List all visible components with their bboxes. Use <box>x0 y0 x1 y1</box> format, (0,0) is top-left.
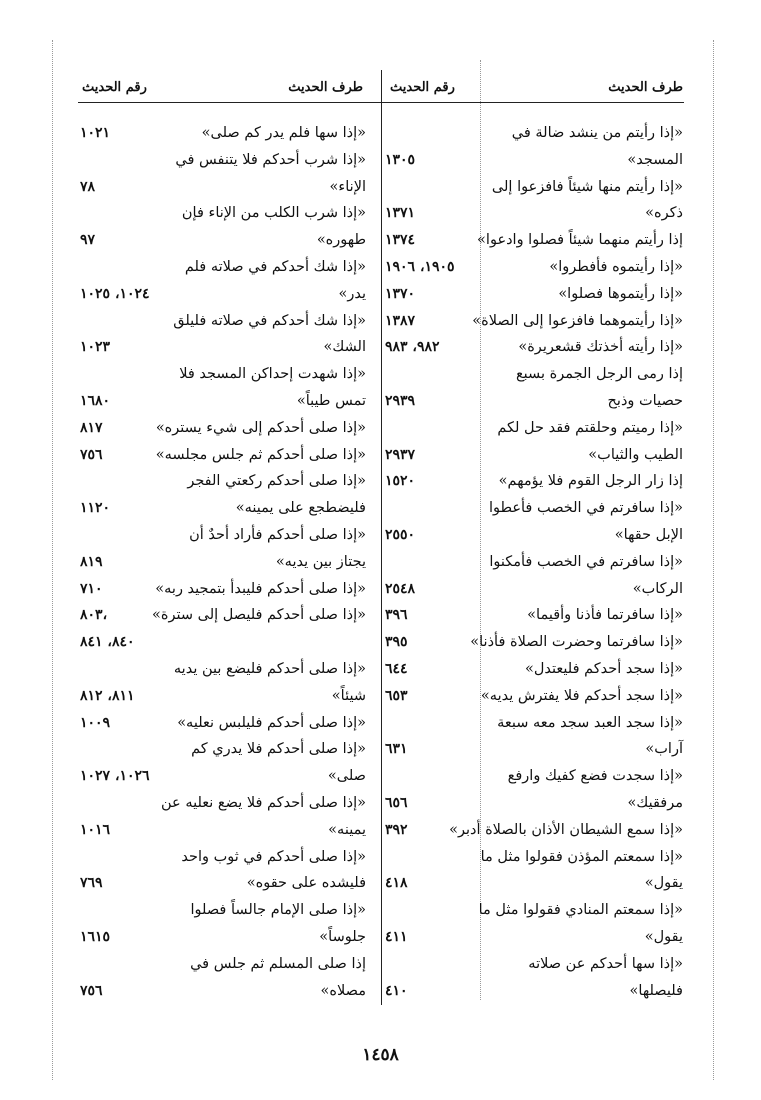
hadith-number: ٨٠٣، <box>80 607 108 624</box>
index-entry-row <box>80 413 366 443</box>
index-entry-row <box>385 681 683 711</box>
index-entry-row <box>80 172 366 202</box>
hadith-incipit: «إذا صلى أحدكم فليضع بين يديه <box>173 661 366 677</box>
index-entry-row <box>385 413 683 443</box>
hadith-incipit: «إذا شرب الكلب من الإناء فإن <box>181 205 366 222</box>
hadith-incipit: يقول» <box>644 875 683 892</box>
index-entry-row <box>80 654 366 684</box>
hadith-incipit: حصيات وذبح <box>607 393 683 409</box>
index-entry-row <box>385 386 683 416</box>
hadith-incipit: «إذا سافرتما فأذنا وأقيما» <box>527 607 683 624</box>
hadith-incipit: «إذا صلى أحدكم فليلبس نعليه» <box>177 714 366 731</box>
index-entry-row <box>385 252 683 282</box>
hadith-incipit: «إذا شهدت إحداكن المسجد فلا <box>179 366 366 383</box>
index-entry-row <box>385 118 683 148</box>
index-entry-row <box>385 520 683 550</box>
hadith-incipit: تمس طيباً» <box>296 393 366 409</box>
header-right-text: طرف الحديث <box>608 80 683 95</box>
hadith-incipit: يجتاز بين يديه» <box>275 553 366 570</box>
hadith-incipit: «إذا سافرتم في الخصب فأعطوا <box>488 500 683 517</box>
hadith-number: ٦٥٦ <box>385 795 408 811</box>
index-entry-row <box>385 949 683 979</box>
hadith-incipit: إذا رأيتم منهما شيئاً فصلوا وادعوا» <box>477 232 683 249</box>
hadith-incipit: فليصلها» <box>629 982 683 999</box>
hadith-incipit: «إذا رأيتموها فصلوا» <box>558 285 683 302</box>
index-entry-row <box>80 788 366 818</box>
hadith-incipit: «إذا صلى أحدكم إلى شيء يستره» <box>155 419 366 436</box>
index-entry-row <box>385 466 683 496</box>
index-entry-row <box>80 976 366 1006</box>
index-entry-row <box>385 868 683 898</box>
index-entry-row <box>80 332 366 362</box>
hadith-incipit: طهوره» <box>316 232 366 249</box>
hadith-number: ٦٤٤ <box>385 661 408 677</box>
hadith-incipit: الشك» <box>323 339 366 356</box>
index-entry-row <box>80 145 366 175</box>
index-entry-row <box>80 225 366 255</box>
index-entry-row <box>80 815 366 845</box>
index-entry-row <box>80 520 366 550</box>
hadith-number: ١٣٧١ <box>385 205 416 222</box>
hadith-number: ٣٩٦ <box>385 607 408 624</box>
hadith-number: ٦٣١ <box>385 741 408 758</box>
index-entry-row <box>385 654 683 684</box>
hadith-incipit: «إذا رأيتموه فأفطروا» <box>549 259 683 275</box>
hadith-number: ٢٥٤٨ <box>385 580 416 597</box>
hadith-incipit: صلى» <box>327 768 366 785</box>
index-entry-row <box>80 895 366 925</box>
hadith-number: ٨١١، ٨١٢ <box>80 687 135 704</box>
hadith-incipit: ذكره» <box>645 205 683 222</box>
hadith-number: ٧٥٦ <box>80 982 103 999</box>
dotted-guide <box>713 40 714 1080</box>
hadith-incipit: «إذا سمع الشيطان الأذان بالصلاة أدبر» <box>449 821 683 838</box>
index-entry-row <box>385 359 683 389</box>
hadith-number: ١٣٠٥ <box>385 151 416 168</box>
hadith-incipit: «إذا سها أحدكم عن صلاته <box>528 955 683 972</box>
index-entry-row <box>80 761 366 791</box>
hadith-number: ١٣٧٤ <box>385 232 416 249</box>
page-number: ١٤٥٨ <box>362 1045 399 1065</box>
hadith-incipit: «إذا صلى أحدكم في ثوب واحد <box>181 848 366 865</box>
hadith-incipit: «إذا سافرتما وحضرت الصلاة فأذنا» <box>470 634 683 651</box>
index-entry-row <box>385 198 683 228</box>
index-entry-row <box>385 842 683 872</box>
hadith-number: ٨٤٠، ٨٤١ <box>80 634 135 651</box>
hadith-incipit: «إذا صلى أحدكم فلا يضع نعليه عن <box>161 795 366 811</box>
index-entry-row <box>80 600 366 630</box>
hadith-incipit: «إذا شرب أحدكم فلا يتنفس في <box>175 151 366 168</box>
index-entry-row <box>385 788 683 818</box>
hadith-number: ٣٩٥ <box>385 634 408 651</box>
hadith-incipit: «إذا سجد العبد سجد معه سبعة <box>497 714 683 731</box>
hadith-incipit: «إذا سجدت فضع كفيك وارفع <box>507 768 683 785</box>
hadith-number: ١١٢٠ <box>80 500 111 517</box>
hadith-number: ١٥٢٠ <box>385 473 416 490</box>
hadith-incipit: «إذا صلى أحدكم فلا يدري كم <box>191 741 366 758</box>
index-entry-row <box>385 627 683 657</box>
index-entry-row <box>80 118 366 148</box>
hadith-number: ١٠٢١ <box>80 125 111 141</box>
hadith-incipit: «إذا رأيتم من ينشد ضالة في <box>511 125 683 141</box>
hadith-incipit: «إذا صلى أحدكم فأراد أحدٌ أن <box>189 527 366 543</box>
hadith-number: ١٦١٥ <box>80 929 111 945</box>
index-entry-row <box>385 734 683 764</box>
header-left-text: طرف الحديث <box>288 80 363 95</box>
hadith-incipit: «إذا رأيتموهما فافزعوا إلى الصلاة» <box>472 312 683 329</box>
index-entry-row <box>385 600 683 630</box>
hadith-number: ٨١٧ <box>80 419 103 436</box>
index-entry-row <box>385 922 683 952</box>
hadith-incipit: «إذا صلى أحدكم ركعتي الفجر <box>187 473 366 490</box>
hadith-incipit: شيئاً» <box>331 687 366 704</box>
index-entry-row <box>80 252 366 282</box>
hadith-incipit: إذا زار الرجل القوم فلا يؤمهم» <box>498 473 683 490</box>
hadith-number: ٦٥٣ <box>385 687 408 704</box>
hadith-incipit: «إذا صلى أحدكم ثم جلس مجلسه» <box>155 446 366 463</box>
hadith-incipit: مصلاه» <box>320 982 366 999</box>
hadith-incipit: الإناء» <box>329 178 366 195</box>
index-entry-row <box>385 708 683 738</box>
hadith-incipit: يمينه» <box>328 821 366 838</box>
hadith-number: ١٦٨٠ <box>80 393 111 409</box>
hadith-incipit: «إذا سمعتم المؤذن فقولوا مثل ما <box>480 848 683 865</box>
hadith-number: ٢٩٣٩ <box>385 393 416 409</box>
hadith-number: ١٣٧٠ <box>385 285 416 302</box>
index-entry-row <box>80 279 366 309</box>
index-entry-row <box>385 145 683 175</box>
hadith-number: ٧٥٦ <box>80 446 103 463</box>
hadith-incipit: جلوساً» <box>319 929 366 945</box>
index-entry-row <box>80 627 366 657</box>
hadith-incipit: آراب» <box>645 741 683 758</box>
index-entry-row <box>80 306 366 336</box>
hadith-number: ١٠٢٦، ١٠٢٧ <box>80 768 150 785</box>
hadith-incipit: «إذا سجد أحدكم فلا يفترش يديه» <box>480 687 683 704</box>
hadith-number: ٢٩٣٧ <box>385 446 416 463</box>
hadith-incipit: «إذا سافرتم في الخصب فأمكنوا <box>489 553 683 570</box>
index-entry-row <box>385 547 683 577</box>
hadith-number: ٩٧ <box>80 232 96 249</box>
hadith-number: ٤١١ <box>385 929 408 945</box>
hadith-number: ٩٨٢، ٩٨٣ <box>385 339 440 356</box>
index-entry-row <box>80 440 366 470</box>
hadith-number: ٧١٠ <box>80 580 103 597</box>
index-entry-row <box>385 306 683 336</box>
hadith-number: ١٩٠٥، ١٩٠٦ <box>385 259 455 275</box>
hadith-incipit: الطيب والثياب» <box>588 446 683 463</box>
index-entry-row <box>385 172 683 202</box>
hadith-number: ٧٨ <box>80 178 96 195</box>
hadith-incipit: «إذا شك أحدكم في صلاته فليلق <box>173 312 366 329</box>
hadith-number: ١٣٨٧ <box>385 312 416 329</box>
hadith-number: ١٠١٦ <box>80 821 111 838</box>
hadith-number: ٧٦٩ <box>80 875 103 892</box>
hadith-incipit: الإبل حقها» <box>614 527 683 543</box>
hadith-incipit: المسجد» <box>627 151 683 168</box>
hadith-incipit: فليشده على حقوه» <box>246 875 366 892</box>
index-entry-row <box>385 815 683 845</box>
index-entry-row <box>385 225 683 255</box>
index-entry-row <box>385 440 683 470</box>
dotted-guide <box>52 40 53 1080</box>
hadith-incipit: «إذا سها فلم يدر كم صلى» <box>201 125 366 141</box>
hadith-incipit: يدر» <box>338 285 366 302</box>
hadith-incipit: «إذا سجد أحدكم فليعتدل» <box>525 661 683 677</box>
hadith-number: ١٠٠٩ <box>80 714 111 731</box>
hadith-number: ٤١٨ <box>385 875 408 892</box>
index-entry-row <box>80 708 366 738</box>
column-divider <box>381 70 382 1005</box>
hadith-number: ٤١٠ <box>385 982 408 999</box>
index-entry-row <box>385 895 683 925</box>
index-entry-row <box>80 949 366 979</box>
hadith-incipit: «إذا رميتم وحلقتم فقد حل لكم <box>497 419 683 436</box>
index-entry-row <box>385 761 683 791</box>
index-entry-row <box>80 547 366 577</box>
index-entry-row <box>80 359 366 389</box>
index-entry-row <box>80 734 366 764</box>
index-entry-row <box>80 466 366 496</box>
hadith-incipit: «إذا رأيته أخذتك قشعريرة» <box>518 339 683 356</box>
index-entry-row <box>385 279 683 309</box>
hadith-number: ٣٩٢ <box>385 821 408 838</box>
index-entry-row <box>80 386 366 416</box>
index-entry-row <box>80 198 366 228</box>
hadith-incipit: «إذا صلى أحدكم فليصل إلى سترة» <box>152 607 366 624</box>
hadith-incipit: فليضطجع على يمينه» <box>235 500 366 517</box>
hadith-incipit: مرفقيك» <box>627 795 683 811</box>
hadith-incipit: «إذا رأيتم منها شيئاً فافزعوا إلى <box>491 178 683 195</box>
hadith-number: ٢٥٥٠ <box>385 527 416 543</box>
index-entry-row <box>385 332 683 362</box>
hadith-incipit: «إذا صلى الإمام جالساً فصلوا <box>190 902 366 919</box>
hadith-incipit: إذا رمى الرجل الجمرة بسبع <box>515 366 683 383</box>
hadith-number: ١٠٢٤، ١٠٢٥ <box>80 285 150 302</box>
hadith-incipit: «إذا سمعتم المنادي فقولوا مثل ما <box>478 902 683 919</box>
hadith-incipit: الركاب» <box>632 580 683 597</box>
index-entry-row <box>385 976 683 1006</box>
index-entry-row <box>385 493 683 523</box>
index-entry-row <box>80 574 366 604</box>
index-entry-row <box>385 574 683 604</box>
header-left-num: رقم الحديث <box>82 80 147 95</box>
index-entry-row <box>80 681 366 711</box>
index-entry-row <box>80 842 366 872</box>
index-entry-row <box>80 868 366 898</box>
header-right-num: رقم الحديث <box>390 80 455 95</box>
hadith-incipit: «إذا شك أحدكم في صلاته فلم <box>184 259 366 275</box>
hadith-number: ١٠٢٣ <box>80 339 111 356</box>
hadith-incipit: «إذا صلى أحدكم فليبدأ بتمجيد ربه» <box>155 580 366 597</box>
index-entry-row <box>80 922 366 952</box>
hadith-incipit: إذا صلى المسلم ثم جلس في <box>190 955 366 972</box>
hadith-number: ٨١٩ <box>80 553 103 570</box>
hadith-incipit: يقول» <box>644 929 683 945</box>
index-entry-row <box>80 493 366 523</box>
